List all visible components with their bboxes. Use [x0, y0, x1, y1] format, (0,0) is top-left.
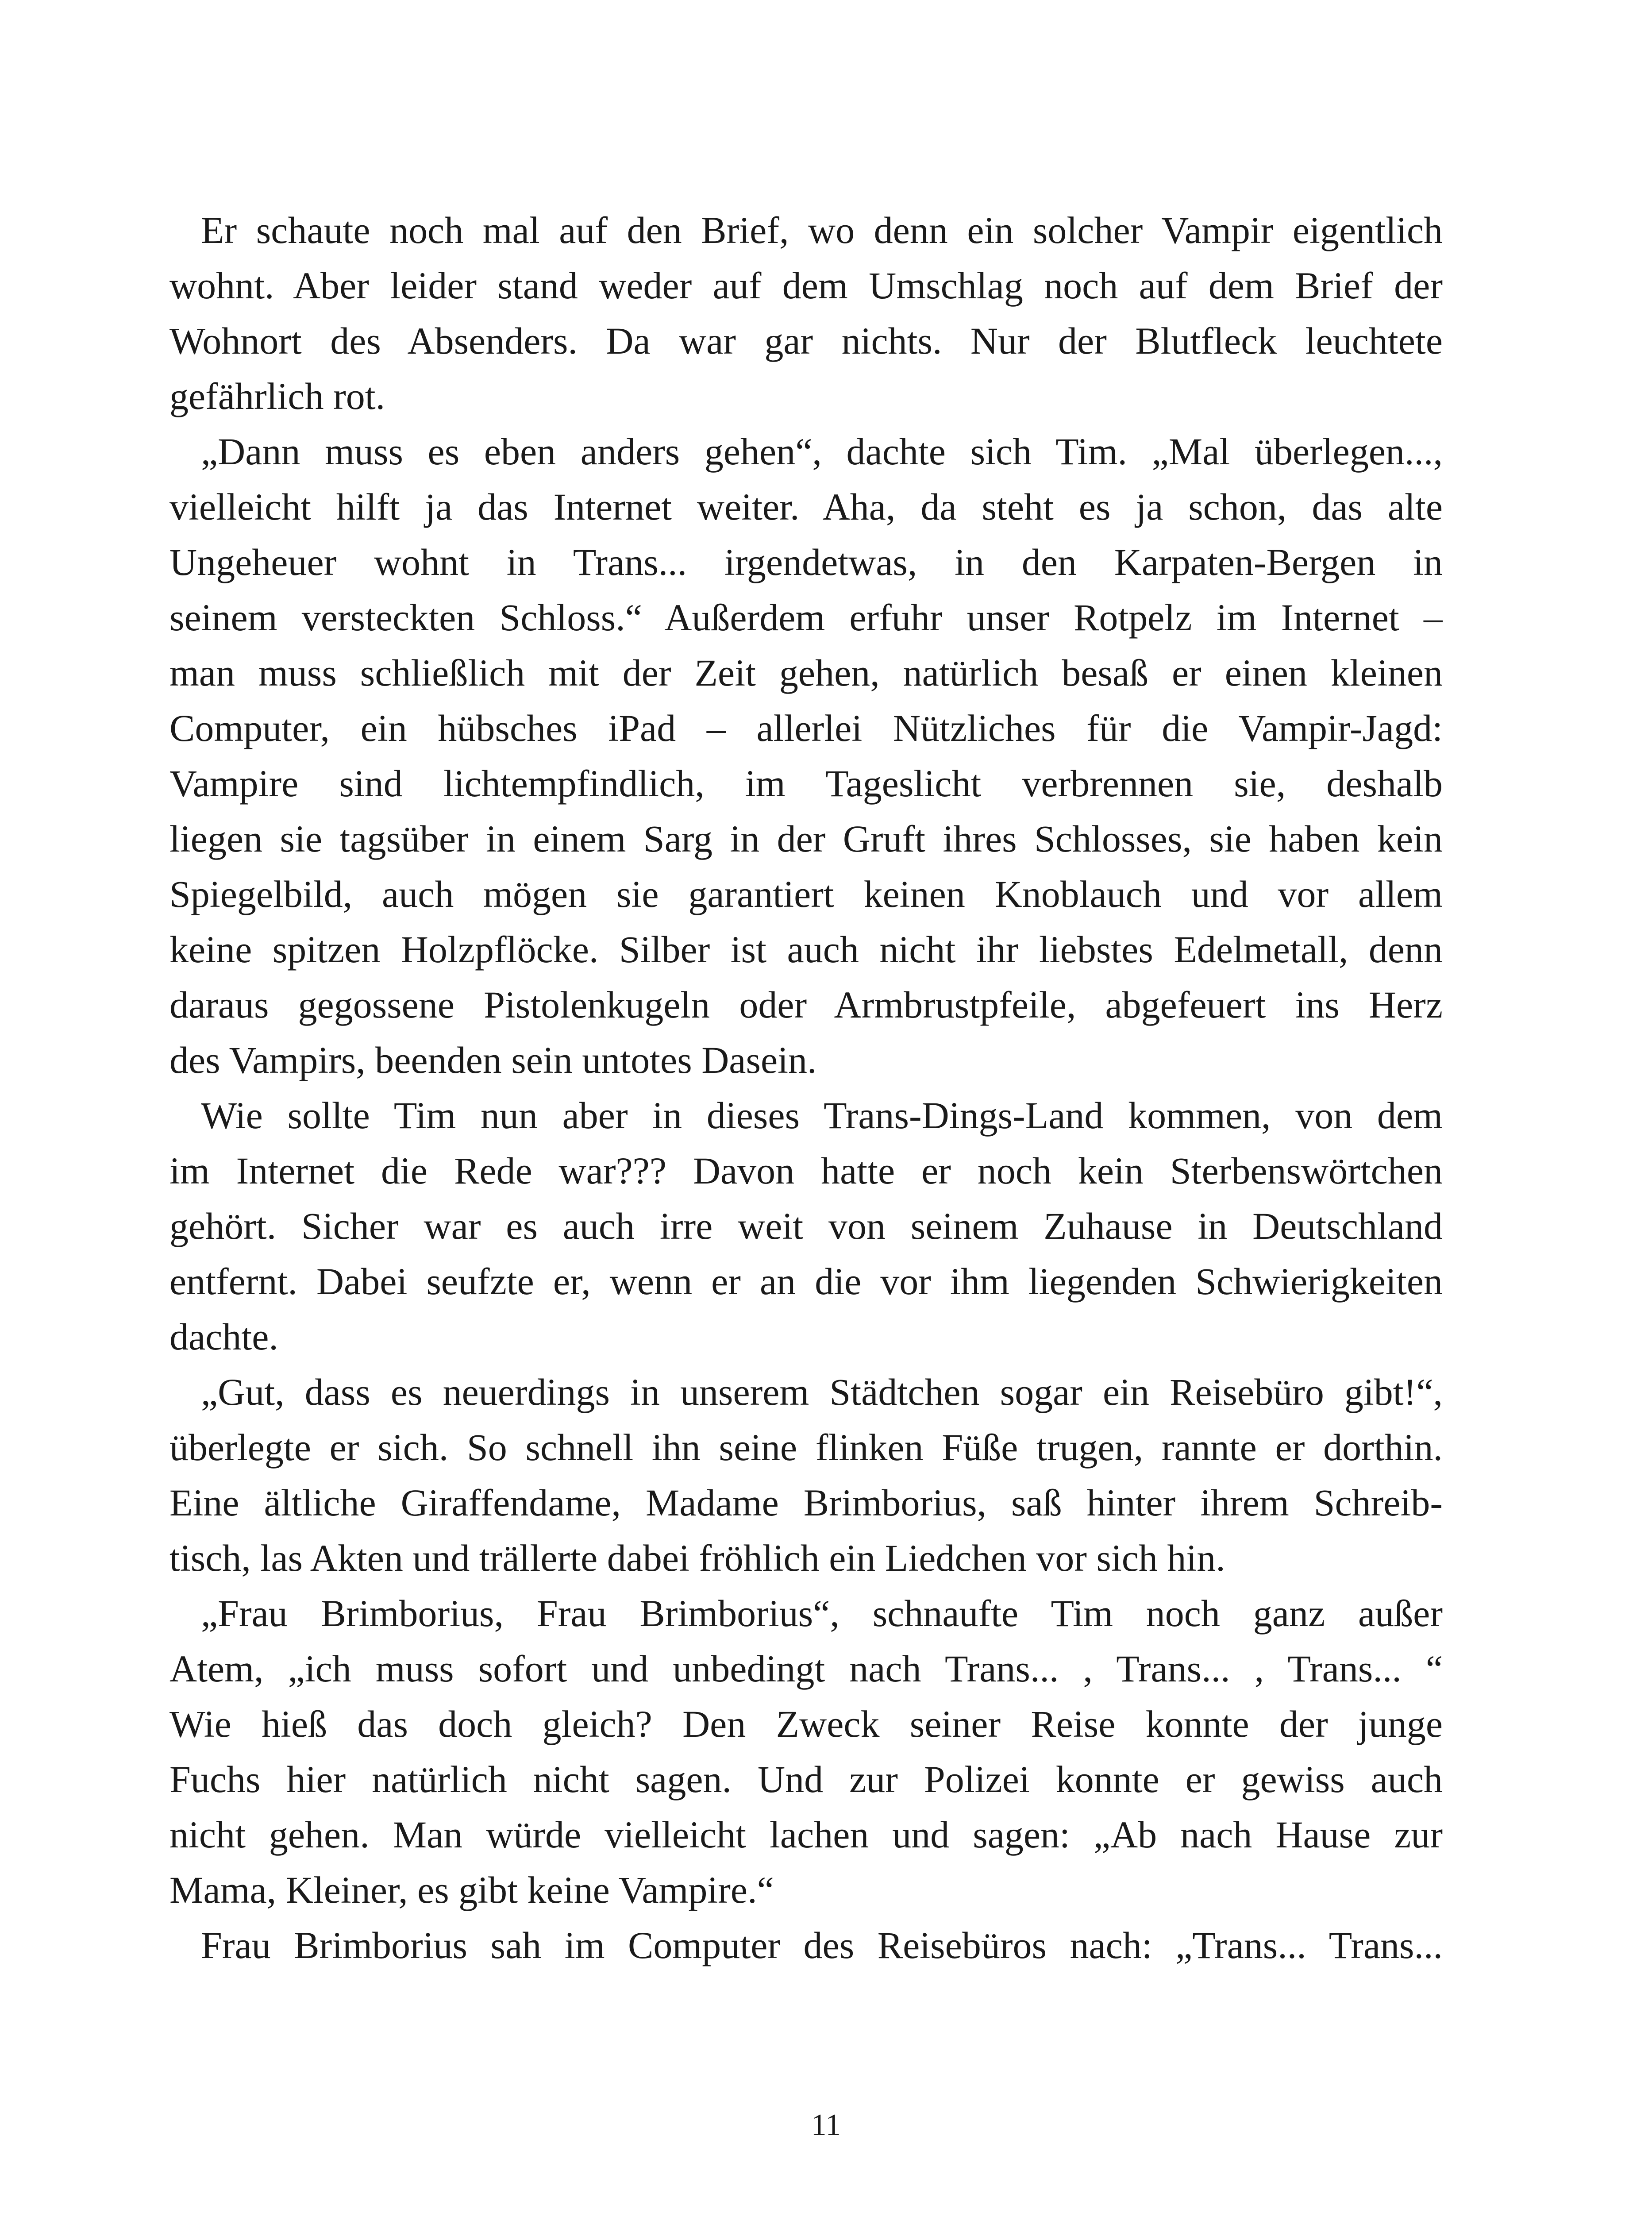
text-line: vielleicht hilft ja das Internet weiter. Aha, da steht es ja schon, das alte	[169, 486, 1443, 528]
text-line: Spiegelbild, auch mögen sie garantiert keinen Knoblauch und vor allem	[169, 873, 1443, 915]
body-text	[169, 203, 1443, 1973]
text-line: keine spitzen Holzpflöcke. Silber ist auch nicht ihr liebstes Edelmetall, denn	[169, 928, 1443, 971]
text-line: liegen sie tagsüber in einem Sarg in der Gruft ihres Schlosses, sie haben kein	[169, 817, 1443, 860]
text-line: überlegte er sich. So schnell ihn seine flinken Füße trugen, rannte er dorthin.	[169, 1426, 1443, 1469]
text-line: gehört. Sicher war es auch irre weit von seinem Zuhause in Deutschland	[169, 1205, 1443, 1247]
text-line: daraus gegossene Pistolenkugeln oder Armbrustpfeile, abgefeuert ins Herz	[169, 983, 1443, 1026]
text-line: Mama, Kleiner, es gibt keine Vampire.“	[169, 1869, 774, 1911]
text-line: Fuchs hier natürlich nicht sagen. Und zur Polizei konnte er gewiss auch	[169, 1758, 1443, 1800]
text-line: nicht gehen. Man würde vielleicht lachen und sagen: „Ab nach Hause zur	[169, 1813, 1443, 1856]
text-line: im Internet die Rede war??? Davon hatte er noch kein Sterbenswörtchen	[169, 1149, 1443, 1192]
text-line: gefährlich rot.	[169, 375, 385, 417]
text-line: Atem, „ich muss sofort und unbedingt nach Trans... , Trans... , Trans... “	[169, 1647, 1443, 1690]
text-line: „Frau Brimborius, Frau Brimborius“, schnaufte Tim noch ganz außer	[201, 1592, 1443, 1635]
text-line: „Dann muss es eben anders gehen“, dachte sich Tim. „Mal überlegen...,	[201, 430, 1443, 473]
text-line: Eine ältliche Giraffendame, Madame Brimborius, saß hinter ihrem Schreib-	[169, 1481, 1443, 1524]
text-line: Wie sollte Tim nun aber in dieses Trans-Dings-Land kommen, von dem	[201, 1094, 1443, 1137]
text-line: dachte.	[169, 1315, 278, 1358]
text-line: Computer, ein hübsches iPad – allerlei Nützliches für die Vampir-Jagd:	[169, 707, 1443, 749]
text-line: Ungeheuer wohnt in Trans... irgendetwas, in den Karpaten-Bergen in	[169, 541, 1443, 583]
text-line: man muss schließlich mit der Zeit gehen, natürlich besaß er einen kleinen	[169, 652, 1443, 694]
text-line: Frau Brimborius sah im Computer des Reisebüros nach: „Trans... Trans...	[201, 1924, 1443, 1966]
text-line: Er schaute noch mal auf den Brief, wo denn ein solcher Vampir eigentlich	[201, 209, 1443, 251]
text-line: „Gut, dass es neuerdings in unserem Städtchen sogar ein Reisebüro gibt!“,	[201, 1371, 1443, 1413]
text-line: entfernt. Dabei seufzte er, wenn er an die vor ihm liegenden Schwierigkeiten	[169, 1260, 1443, 1303]
text-line: tisch, las Akten und trällerte dabei fröhlich ein Liedchen vor sich hin.	[169, 1537, 1225, 1579]
text-line: wohnt. Aber leider stand weder auf dem Umschlag noch auf dem Brief der	[169, 264, 1443, 307]
page-number: 11	[811, 2108, 841, 2142]
text-line: Wie hieß das doch gleich? Den Zweck seiner Reise konnte der junge	[169, 1703, 1443, 1745]
text-line: Vampire sind lichtempfindlich, im Tageslicht verbrennen sie, deshalb	[169, 762, 1443, 805]
text-line: seinem versteckten Schloss.“ Außerdem erfuhr unser Rotpelz im Internet –	[169, 596, 1443, 639]
text-line: Wohnort des Absenders. Da war gar nichts. Nur der Blutfleck leuchtete	[169, 320, 1443, 362]
text-line: des Vampirs, beenden sein untotes Dasein.	[169, 1039, 817, 1081]
